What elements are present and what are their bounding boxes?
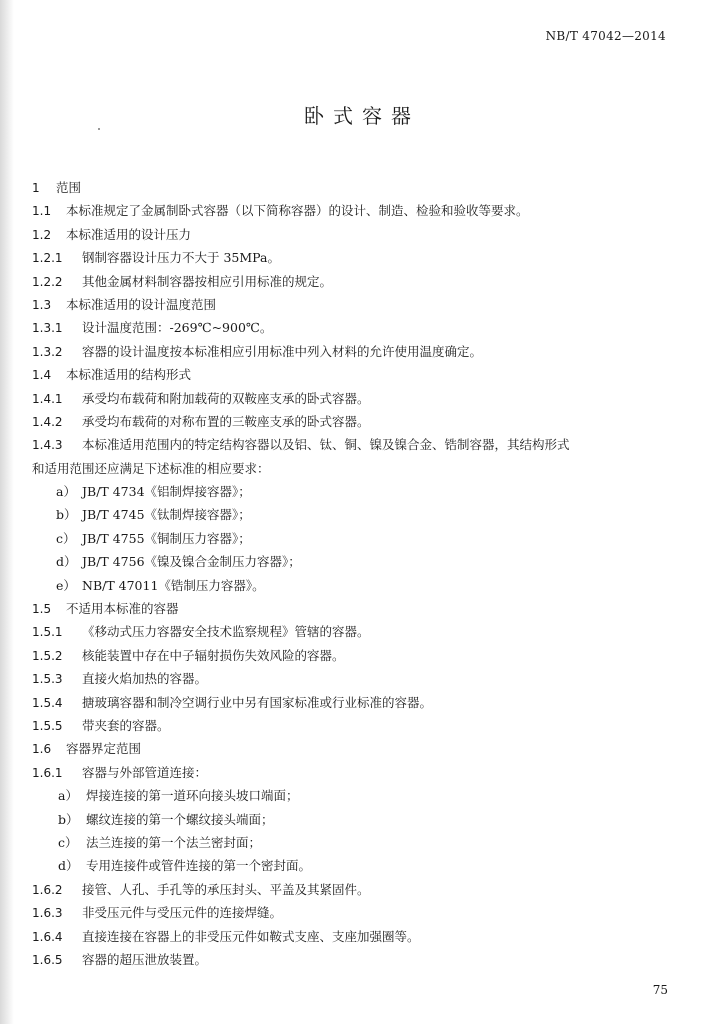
clause-1-4-3-continuation: 和适用范围还应满足下述标准的相应要求：: [32, 460, 270, 476]
section-1: 1 范围: [32, 180, 82, 195]
clause-1-6-2: 1.6.2 接管、人孔、手孔等的承压封头、平盖及其紧固件。: [32, 881, 370, 897]
clause-1-5-1: 1.5.1 《移动式压力容器安全技术监察规程》管辖的容器。: [32, 624, 370, 640]
clause-1-4-3: 1.4.3 本标准适用范围内的特定结构容器以及铝、钛、铜、镍及镍合金、锆制容器，其结构形式: [32, 437, 570, 453]
standard-code: NB/T 47042—2014: [545, 29, 666, 43]
clause-1-2-1: 1.2.1 钢制容器设计压力不大于 35MPa。: [32, 250, 280, 266]
page-title: 卧式容器: [304, 104, 420, 128]
clause-1-5: 1.5 不适用本标准的容器: [32, 601, 179, 617]
list-item-143-c: c） JB/T 4755《铜制压力容器》；: [56, 530, 251, 546]
clause-1-5-4: 1.5.4 搪玻璃容器和制冷空调行业中另有国家标准或行业标准的容器。: [32, 694, 433, 710]
clause-1-5-3: 1.5.3 直接火焰加热的容器。: [32, 671, 208, 687]
clause-1-3-2: 1.3.2 容器的设计温度按本标准相应引用标准中列入材料的允许使用温度确定。: [32, 343, 483, 359]
clause-1-4-1: 1.4.1 承受均布载荷和附加载荷的双鞍座支承的卧式容器。: [32, 390, 370, 406]
clause-1-4: 1.4 本标准适用的结构形式: [32, 367, 192, 383]
page-number: 75: [652, 983, 668, 997]
list-item-161-b: b） 螺纹连接的第一个螺纹接头端面；: [58, 811, 274, 827]
list-item-143-b: b） JB/T 4745《钛制焊接容器》；: [56, 507, 251, 523]
clause-1-6-5: 1.6.5 容器的超压泄放装置。: [32, 951, 208, 967]
clause-1-5-2: 1.5.2 核能装置中存在中子辐射损伤失效风险的容器。: [32, 647, 345, 663]
list-item-143-a: a） JB/T 4734《铝制焊接容器》；: [56, 484, 251, 500]
list-item-161-a: a） 焊接连接的第一道环向接头坡口端面；: [58, 788, 299, 804]
clause-1-6-3: 1.6.3 非受压元件与受压元件的连接焊缝。: [32, 905, 283, 921]
clause-1-2-2: 1.2.2 其他金属材料制容器按相应引用标准的规定。: [32, 273, 333, 289]
clause-1-6: 1.6 容器界定范围: [32, 741, 142, 757]
clause-1-5-5: 1.5.5 带夹套的容器。: [32, 717, 170, 733]
page-edge-shadow: [0, 0, 14, 1024]
clause-1-2: 1.2 本标准适用的设计压力: [32, 226, 192, 242]
clause-1-4-2: 1.4.2 承受均布载荷的对称布置的三鞍座支承的卧式容器。: [32, 413, 370, 429]
scan-speck: [98, 128, 100, 130]
list-item-143-d: d） JB/T 4756《镍及镍合金制压力容器》；: [56, 554, 301, 570]
clause-1-1: 1.1 本标准规定了金属制卧式容器（以下简称容器）的设计、制造、检验和验收等要求。: [32, 203, 529, 219]
list-item-161-d: d） 专用连接件或管件连接的第一个密封面。: [58, 858, 312, 874]
list-item-161-c: c） 法兰连接的第一个法兰密封面；: [58, 834, 262, 850]
clause-1-3: 1.3 本标准适用的设计温度范围: [32, 296, 217, 312]
list-item-143-e: e） NB/T 47011《锆制压力容器》。: [56, 577, 265, 593]
document-body: [32, 176, 682, 971]
clause-1-6-4: 1.6.4 直接连接在容器上的非受压元件如鞍式支座、支座加强圈等。: [32, 928, 420, 944]
clause-1-3-1: 1.3.1 设计温度范围：-269℃~900℃。: [32, 320, 273, 336]
clause-1-6-1: 1.6.1 容器与外部管道连接：: [32, 764, 208, 780]
